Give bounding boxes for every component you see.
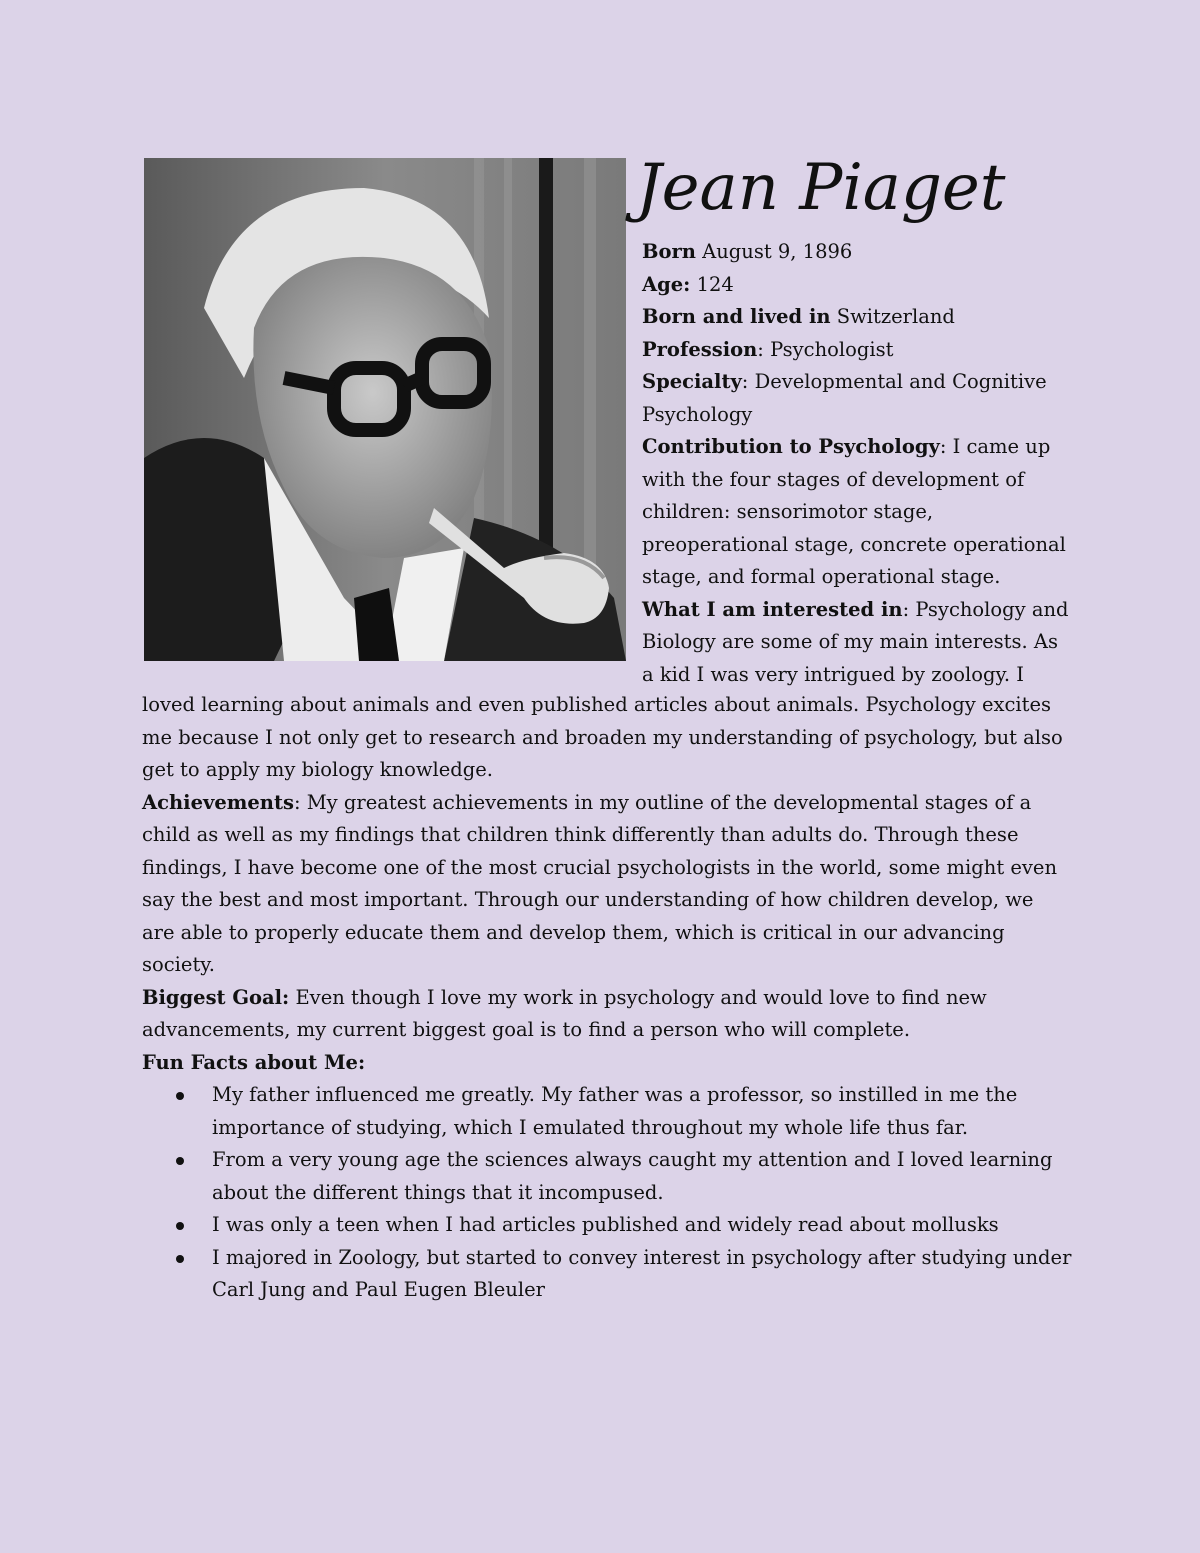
- biography-body: [142, 689, 1072, 1307]
- profession-field: [642, 334, 1072, 367]
- profile-summary: [642, 236, 1072, 691]
- achievements-field: [142, 787, 1072, 982]
- age-field: [642, 269, 1072, 302]
- list-item: [142, 1242, 1072, 1307]
- list-item: [142, 1209, 1072, 1242]
- fun-facts-heading-text: Fun Facts about Me:: [142, 1050, 366, 1074]
- fun-facts-list: [142, 1079, 1072, 1307]
- profession-value: : Psychologist: [757, 337, 894, 361]
- fun-fact-text: I was only a teen when I had articles published and widely read about mollusks: [212, 1213, 999, 1236]
- contribution-field: [642, 431, 1072, 594]
- goal-field: [142, 982, 1072, 1047]
- achievements-label: Achievements: [142, 790, 294, 814]
- profession-label: Profession: [642, 337, 758, 361]
- goal-label: Biggest Goal:: [142, 985, 290, 1009]
- bullet-icon: [176, 1157, 184, 1165]
- specialty-value: : Developmental and Cognitive Psychology: [642, 370, 1047, 426]
- lived-value: Switzerland: [830, 305, 955, 328]
- interests-field: [642, 594, 1072, 692]
- age-value: 124: [690, 272, 734, 296]
- interests-continued: loved learning about animals and even published articles about animals. Psychology excites me because I not only get to research and broaden my understanding of psychology, but also get to apply my biology knowledge.: [142, 693, 1063, 781]
- contribution-value: : I came up with the four stages of development of children: sensorimotor stage, preoperational stage, concrete operational stage, and formal operational stage.: [642, 435, 1066, 588]
- bullet-icon: [176, 1255, 184, 1263]
- born-label: Born: [642, 240, 696, 263]
- fun-facts-heading: [142, 1047, 1072, 1080]
- born-value: August 9, 1896: [695, 240, 853, 263]
- bullet-icon: [176, 1092, 184, 1100]
- achievements-value: : My greatest achievements in my outline of the developmental stages of a child as well as my findings that children think differently than adults do. Through these findings, I have become one of the most crucial psychologists in the world, some might even say the best and most important. Through our understanding of how children develop, we are able to properly educate them and develop them, which is critical in our advancing society.: [142, 790, 1058, 976]
- lived-field: [642, 301, 1072, 334]
- contribution-label: Contribution to Psychology: [642, 435, 940, 458]
- fun-fact-text: My father influenced me greatly. My father was a professor, so instilled in me the importance of studying, which I emulated throughout my whole life thus far.: [212, 1083, 1018, 1139]
- fun-fact-text: From a very young age the sciences always caught my attention and I loved learning about the different things that it incompused.: [212, 1148, 1053, 1204]
- list-item: [142, 1144, 1072, 1209]
- specialty-field: [642, 366, 1072, 431]
- born-field: [642, 236, 1072, 269]
- bullet-icon: [176, 1222, 184, 1230]
- list-item: [142, 1079, 1072, 1144]
- specialty-label: Specialty: [642, 370, 742, 393]
- age-label: Age:: [642, 272, 691, 296]
- portrait-photo: [144, 158, 626, 661]
- portrait-image: [144, 158, 626, 661]
- goal-value: Even though I love my work in psychology and would love to find new advancements, my current biggest goal is to find a person who will complete.: [142, 985, 987, 1041]
- interests-label: What I am interested in: [642, 597, 903, 621]
- page-title: Jean Piaget: [636, 151, 1006, 225]
- lived-label: Born and lived in: [642, 305, 831, 328]
- interests-value: : Psychology and Biology are some of my main interests. As a kid I was very intrigued by zoology. I: [642, 597, 1069, 686]
- fun-fact-text: I majored in Zoology, but started to convey interest in psychology after studying under Carl Jung and Paul Eugen Bleuler: [212, 1245, 1072, 1301]
